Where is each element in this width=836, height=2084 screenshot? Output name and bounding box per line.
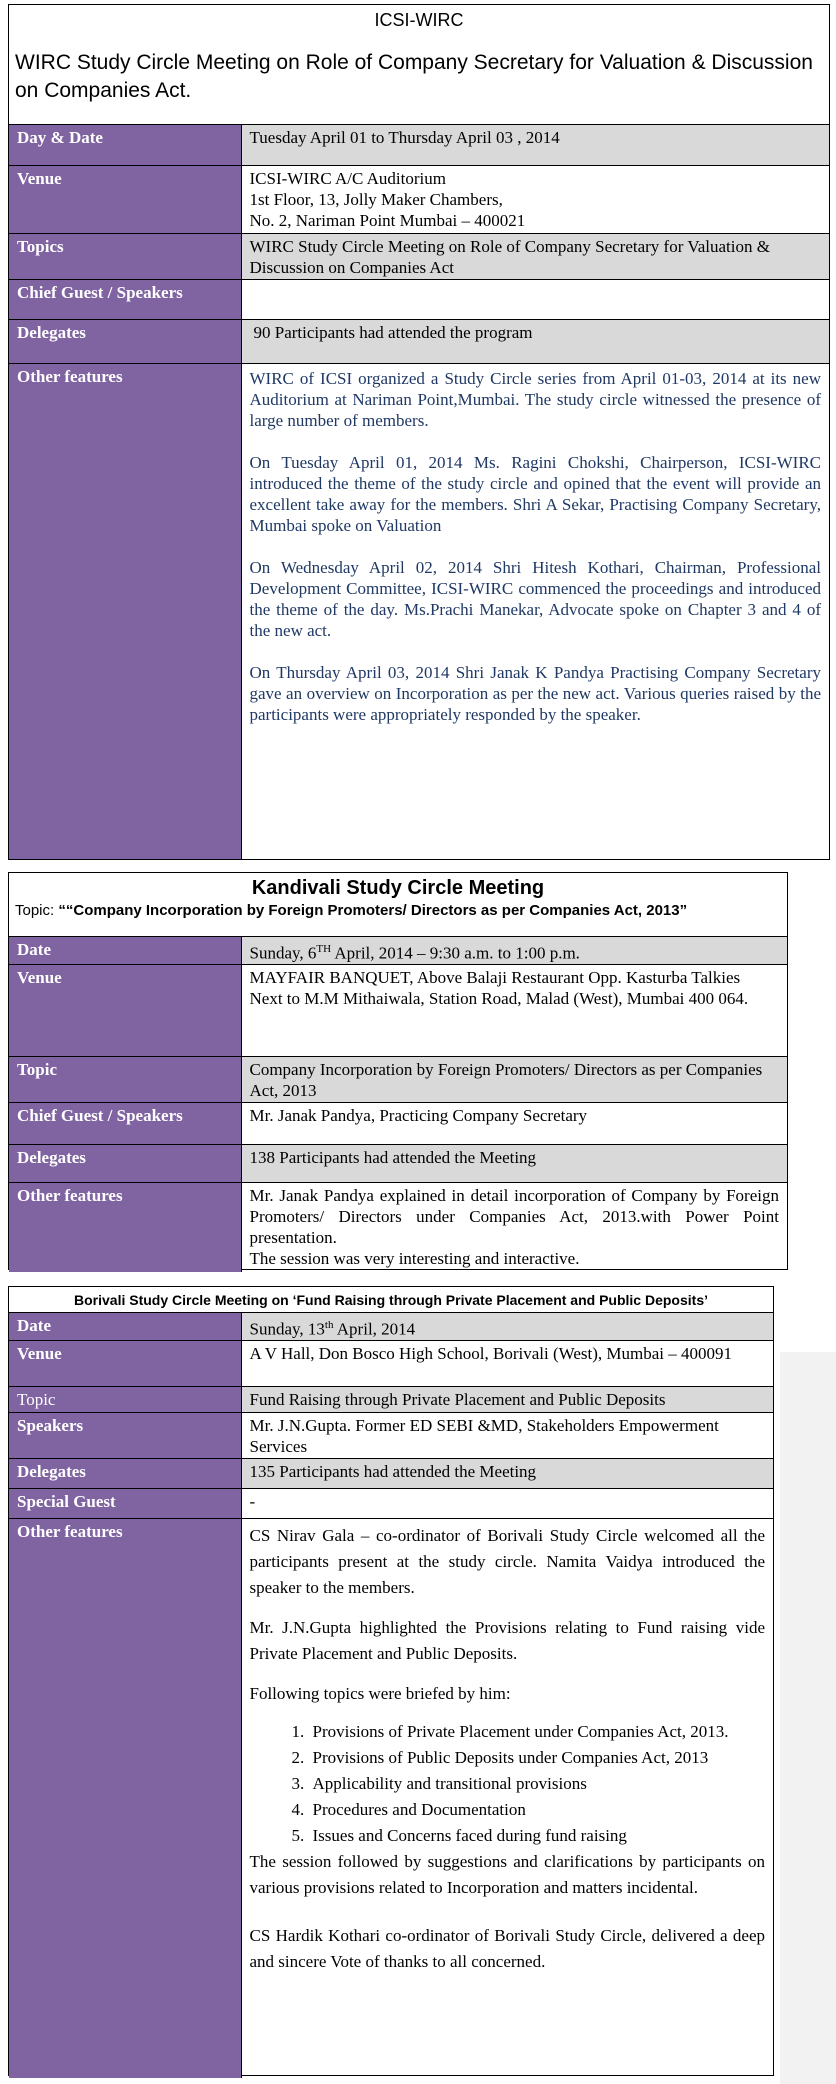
row-label: Topic (9, 1386, 241, 1412)
table-row (9, 1144, 787, 1182)
table-row (9, 1102, 787, 1144)
paragraph: On Tuesday April 01, 2014 Ms. Ragini Chokshi, Chairperson, ICSI-WIRC introduced the theme of the study circle and opined that the event will provide an excellent take away for the members. Shri A Sekar, Practising Company Secretary, Mumbai spoke on Valuation (249, 452, 821, 535)
other-features-value (241, 1518, 773, 2078)
venue-line: 1st Floor, 13, Jolly Maker Chambers, (249, 189, 503, 209)
table-row (9, 937, 787, 964)
day-date-value: Tuesday April 01 to Thursday April 03 , 2014 (241, 125, 829, 165)
date-value (241, 1313, 773, 1340)
paragraph: The session followed by suggestions and clarifications by participants on various provisions related to Incorporation and matters incidental. (249, 1851, 765, 1897)
date-suffix: th (324, 1319, 334, 1331)
paragraph: The session was very interesting and interactive. (249, 1248, 580, 1268)
delegates-value: 90 Participants had attended the program (241, 319, 829, 363)
date-rest: April, 2014 – 9:30 a.m. to 1:00 p.m. (331, 943, 580, 963)
table-row (9, 165, 829, 233)
date-rest: April, 2014 (333, 1319, 416, 1339)
row-label: Other features (9, 363, 241, 859)
list-item: 2. Provisions of Public Deposits under Companies Act, 2013 (309, 1745, 766, 1771)
page-background-margin (780, 1352, 836, 2084)
row-label: Other features (9, 1518, 241, 2078)
row-label: Date (9, 1313, 241, 1340)
kandivali-meeting-block (8, 872, 788, 1270)
kandivali-header (9, 873, 787, 937)
row-label: Speakers (9, 1412, 241, 1458)
topics-value: WIRC Study Circle Meeting on Role of Company Secretary for Valuation & Discussion on Companies Act (241, 233, 829, 279)
paragraph: CS Nirav Gala – co-ordinator of Borivali Study Circle welcomed all the participants present at the study circle. Namita Vaidya introduced the speaker to the members. (249, 1525, 765, 1597)
table-row (9, 1313, 773, 1340)
paragraph: On Wednesday April 02, 2014 Shri Hitesh Kothari, Chairman, Professional Development Committee, ICSI-WIRC commenced the proceedings and introduced the theme of the day. Ms.Prachi Manekar, Advocate spoke on Chapter 3 and 4 of the new act. (249, 557, 821, 640)
table-row (9, 964, 787, 1056)
table-row (9, 125, 829, 165)
table-row (9, 1056, 787, 1102)
borivali-details-table (9, 1313, 773, 2078)
table-row (9, 1182, 787, 1272)
venue-value (241, 165, 829, 233)
borivali-title: Borivali Study Circle Meeting on ‘Fund Raising through Private Placement and Public Deposits’ (74, 1292, 708, 1308)
row-label: Day & Date (9, 125, 241, 165)
table-row (9, 1412, 773, 1458)
date-value (241, 937, 787, 964)
venue-line: Next to M.M Mithaiwala, Station Road, Malad (West), Mumbai 400 064. (249, 988, 749, 1008)
kandivali-title: Kandivali Study Circle Meeting (251, 877, 545, 899)
date-suffix: TH (316, 943, 332, 955)
row-label: Chief Guest / Speakers (9, 279, 241, 319)
topics-list (250, 1719, 766, 1849)
borivali-header (9, 1287, 773, 1313)
row-label: Topic (9, 1056, 241, 1102)
row-label: Date (9, 937, 241, 964)
row-label: Special Guest (9, 1488, 241, 1518)
list-item: 4. Procedures and Documentation (309, 1797, 766, 1823)
topic-prefix: Topic: (15, 902, 59, 919)
venue-line: No. 2, Nariman Point Mumbai – 400021 (249, 210, 526, 230)
row-label: Delegates (9, 1144, 241, 1182)
other-features-value (241, 363, 829, 859)
table-row (9, 279, 829, 319)
other-features-value (241, 1182, 787, 1272)
table-row (9, 233, 829, 279)
row-label: Chief Guest / Speakers (9, 1102, 241, 1144)
paragraph: WIRC of ICSI organized a Study Circle series from April 01-03, 2014 at its new Auditorium at Nariman Point,Mumbai. The study circle witnessed the presence of large number of members. (249, 368, 821, 430)
chief-guest-value (241, 279, 829, 319)
paragraph: On Thursday April 03, 2014 Shri Janak K Pandya Practising Company Secretary gave an overview on Incorporation as per the new act. Various queries raised by the participants were appropriately responded by the speaker. (249, 662, 821, 724)
table-row (9, 1386, 773, 1412)
paragraph: CS Hardik Kothari co-ordinator of Borivali Study Circle, delivered a deep and sincere Vote of thanks to all concerned. (249, 1925, 765, 1971)
list-item: 5. Issues and Concerns faced during fund raising (309, 1823, 766, 1849)
venue-line: MAYFAIR BANQUET, Above Balaji Restaurant Opp. Kasturba Talkies (249, 967, 741, 987)
list-item: 1. Provisions of Private Placement under Companies Act, 2013. (309, 1719, 766, 1745)
wirc-org-title: ICSI-WIRC (374, 10, 464, 30)
topic-value: Company Incorporation by Foreign Promoters/ Directors as per Companies Act, 2013 (241, 1056, 787, 1102)
row-label: Other features (9, 1182, 241, 1272)
paragraph: Mr. J.N.Gupta highlighted the Provisions relating to Fund raising vide Private Placement and Public Deposits. (249, 1617, 765, 1663)
speakers-value: Mr. J.N.Gupta. Former ED SEBI &MD, Stakeholders Empowerment Services (241, 1412, 773, 1458)
wirc-meeting-title: WIRC Study Circle Meeting on Role of Company Secretary for Valuation & Discussion on Companies Act. (15, 51, 813, 102)
special-guest-value: - (241, 1488, 773, 1518)
borivali-meeting-block (8, 1286, 774, 2076)
table-row (9, 1340, 773, 1386)
kandivali-topic: ““Company Incorporation by Foreign Promoters/ Directors as per Companies Act, 2013” (58, 902, 688, 919)
row-label: Venue (9, 165, 241, 233)
table-row (9, 363, 829, 859)
wirc-details-table (9, 125, 829, 859)
table-row (9, 319, 829, 363)
venue-value (241, 964, 787, 1056)
row-label: Topics (9, 233, 241, 279)
wirc-meeting-block (8, 4, 830, 860)
kandivali-topic-line (9, 901, 787, 921)
topic-value: Fund Raising through Private Placement and Public Deposits (241, 1386, 773, 1412)
venue-line: ICSI-WIRC A/C Auditorium (249, 168, 446, 188)
list-item: 3. Applicability and transitional provisions (309, 1771, 766, 1797)
wirc-header (9, 5, 829, 125)
paragraph: Following topics were briefed by him: (249, 1683, 511, 1703)
chief-guest-value: Mr. Janak Pandya, Practicing Company Secretary (241, 1102, 787, 1144)
delegates-value: 135 Participants had attended the Meeting (241, 1458, 773, 1488)
paragraph: Mr. Janak Pandya explained in detail incorporation of Company by Foreign Promoters/ Directors under Companies Act, 2013.with Power Point presentation. (249, 1185, 779, 1247)
row-label: Delegates (9, 1458, 241, 1488)
row-label: Venue (9, 1340, 241, 1386)
table-row (9, 1458, 773, 1488)
table-row (9, 1488, 773, 1518)
kandivali-details-table (9, 937, 787, 1272)
date-day: Sunday, 13 (249, 1319, 325, 1339)
date-day: Sunday, 6 (249, 943, 317, 963)
row-label: Venue (9, 964, 241, 1056)
delegates-value: 138 Participants had attended the Meeting (241, 1144, 787, 1182)
table-row (9, 1518, 773, 2078)
row-label: Delegates (9, 319, 241, 363)
venue-value: A V Hall, Don Bosco High School, Borivali (West), Mumbai – 400091 (241, 1340, 773, 1386)
